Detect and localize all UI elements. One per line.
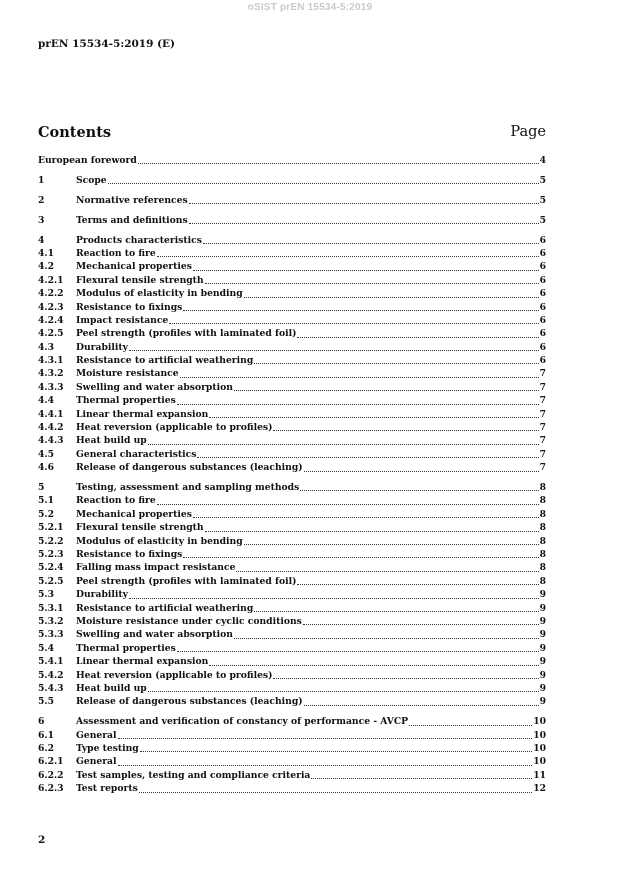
toc-entry-number: 5.2.4 (38, 562, 64, 574)
toc-entry-number: 5.3.3 (38, 629, 64, 641)
toc-dot-leader (304, 463, 539, 472)
toc-entry-number: 6.2.1 (38, 756, 64, 768)
toc-dot-leader (197, 449, 538, 458)
toc-entry-title: Flexural tensile strength (76, 522, 204, 534)
toc-entry-title: Scope (76, 174, 107, 186)
toc-entry-title: Modulus of elasticity in bending (76, 535, 243, 547)
toc-dot-leader (244, 536, 539, 545)
toc-entry-page: 10 (533, 756, 546, 768)
toc-entry[interactable] (38, 301, 546, 314)
toc-entry-page: 8 (539, 535, 546, 547)
toc-entry[interactable] (38, 367, 546, 380)
toc-dot-leader (148, 436, 539, 445)
toc-entry-number: 5.2.3 (38, 549, 64, 561)
toc-entry-title: Test samples, testing and compliance criteria (76, 769, 311, 781)
contents-heading: Contents (38, 124, 112, 141)
toc-dot-leader (234, 382, 539, 391)
toc-entry[interactable] (38, 742, 546, 755)
toc-dot-leader (189, 215, 539, 224)
toc-dot-leader (157, 248, 539, 257)
document-id: prEN 15534-5:2019 (E) (38, 38, 176, 50)
toc-entry-number: 5.2.2 (38, 535, 64, 547)
toc-entry[interactable] (38, 575, 546, 588)
toc-entry-title: Linear thermal expansion (76, 408, 209, 420)
toc-entry-number: 5.2 (38, 508, 54, 520)
toc-entry-page: 6 (539, 355, 546, 367)
toc-entry-title: Assessment and verification of constancy of performance - AVCP (76, 716, 409, 728)
toc-entry-title: Mechanical properties (76, 261, 192, 273)
toc-entry[interactable] (38, 494, 546, 507)
toc-dot-leader (303, 616, 539, 625)
toc-entry[interactable] (38, 535, 546, 548)
toc-entry[interactable] (38, 421, 546, 434)
toc-entry-page: 8 (539, 562, 546, 574)
toc-entry[interactable] (38, 274, 546, 287)
toc-entry[interactable] (38, 628, 546, 641)
toc-entry-page: 4 (539, 155, 546, 166)
toc-entry-number: 4.2.3 (38, 301, 64, 313)
toc-entry[interactable] (38, 448, 546, 461)
toc-entry-title: Products characteristics (76, 234, 202, 246)
toc-entry-title: Moisture resistance under cyclic conditions (76, 616, 302, 627)
toc-entry-title: Heat build up (76, 435, 147, 447)
toc-entry-number: 4.3.3 (38, 381, 64, 393)
toc-entry-number: 5.4 (38, 642, 54, 654)
toc-entry[interactable] (38, 655, 546, 668)
toc-entry-page: 9 (539, 682, 546, 694)
toc-entry-page: 8 (539, 522, 546, 534)
toc-entry-title: Durability (76, 589, 128, 601)
toc-entry-page: 9 (539, 656, 546, 668)
toc-dot-leader (140, 743, 532, 752)
toc-dot-leader (273, 670, 538, 679)
toc-entry-title: Swelling and water absorption (76, 629, 233, 641)
toc-entry[interactable] (38, 548, 546, 561)
toc-entry-number: 4.4.1 (38, 408, 64, 420)
toc-entry-title: General characteristics (76, 448, 197, 460)
toc-entry-number: 5.5 (38, 696, 54, 708)
toc-entry-title: Type testing (76, 743, 139, 755)
toc-entry-number: 5.3.2 (38, 616, 64, 627)
toc-entry-title: Heat reversion (applicable to profiles) (76, 422, 273, 434)
toc-entry-title: General (76, 729, 117, 741)
toc-entry-title: Test reports (76, 783, 138, 795)
toc-entry[interactable] (38, 174, 546, 187)
toc-entry-title: Moisture resistance (76, 368, 179, 380)
toc-entry-page: 6 (539, 328, 546, 340)
toc-entry-title: Peel strength (profiles with laminated foil) (76, 575, 297, 587)
toc-entry-title: Release of dangerous substances (leaching) (76, 696, 303, 708)
toc-entry[interactable] (38, 154, 546, 167)
toc-entry-title: Reaction to fire (76, 247, 156, 259)
toc-entry-title: Resistance to artificial weathering (76, 355, 254, 367)
toc-entry[interactable] (38, 602, 546, 615)
toc-entry[interactable] (38, 434, 546, 447)
toc-entry[interactable] (38, 715, 546, 728)
toc-entry-number: 6 (38, 716, 45, 728)
toc-entry-page: 9 (539, 696, 546, 708)
toc-entry-page: 6 (539, 341, 546, 353)
toc-entry-page: 7 (539, 462, 546, 474)
toc-entry-page: 11 (533, 769, 546, 781)
toc-entry-page: 12 (533, 783, 546, 795)
toc-entry-number: 4.5 (38, 448, 54, 460)
toc-dot-leader (189, 195, 539, 204)
toc-entry-number: 4 (38, 234, 45, 246)
toc-dot-leader (297, 576, 538, 585)
watermark: oSIST prEN 15534-5:2019 (247, 2, 373, 13)
toc-entry[interactable] (38, 669, 546, 682)
toc-entry-page: 6 (539, 314, 546, 326)
toc-entry-page: 6 (539, 288, 546, 300)
toc-entry[interactable] (38, 588, 546, 601)
toc-dot-leader (180, 369, 539, 378)
toc-entry-number: 4.3.1 (38, 355, 64, 367)
toc-entry-title: Swelling and water absorption (76, 381, 233, 393)
toc-entry-page: 10 (533, 743, 546, 755)
toc-entry-title: Resistance to fixings (76, 549, 183, 561)
toc-dot-leader (273, 422, 538, 431)
toc-entry-number: 3 (38, 214, 45, 226)
toc-entry-title: Flexural tensile strength (76, 274, 204, 286)
toc-entry-number: 4.2.1 (38, 274, 64, 286)
toc-entry[interactable] (38, 508, 546, 521)
table-of-contents (38, 154, 546, 796)
toc-entry[interactable] (38, 394, 546, 407)
toc-dot-leader (138, 155, 539, 164)
toc-dot-leader (118, 757, 533, 766)
toc-entry-page: 7 (539, 435, 546, 447)
toc-entry-number: 4.4 (38, 395, 54, 407)
toc-entry-number: 4.3.2 (38, 368, 64, 380)
toc-entry[interactable] (38, 695, 546, 708)
toc-entry[interactable] (38, 287, 546, 300)
toc-entry-number: 4.4.2 (38, 422, 64, 434)
toc-dot-leader (254, 603, 538, 612)
toc-entry-title: General (76, 756, 117, 768)
toc-entry-page: 8 (539, 482, 546, 494)
toc-dot-leader (129, 590, 539, 599)
toc-entry[interactable] (38, 341, 546, 354)
toc-entry-page: 7 (539, 368, 546, 380)
toc-entry-page: 9 (539, 642, 546, 654)
toc-entry-page: 7 (539, 395, 546, 407)
toc-dot-leader (244, 289, 539, 298)
toc-dot-leader (254, 355, 538, 364)
toc-entry-number: 4.1 (38, 247, 54, 259)
toc-entry[interactable] (38, 408, 546, 421)
toc-entry-title: Testing, assessment and sampling methods (76, 482, 300, 494)
toc-dot-leader (205, 523, 539, 532)
toc-entry-title: Thermal properties (76, 395, 176, 407)
toc-entry-title: Resistance to fixings (76, 301, 183, 313)
toc-entry-page: 9 (539, 629, 546, 641)
toc-entry-number: 5.2.1 (38, 522, 64, 534)
toc-entry-title: Resistance to artificial weathering (76, 602, 254, 614)
toc-entry[interactable] (38, 481, 546, 494)
toc-entry-number: 4.4.3 (38, 435, 64, 447)
toc-entry[interactable] (38, 782, 546, 795)
toc-entry-title: Linear thermal expansion (76, 656, 209, 668)
toc-entry-number: 6.1 (38, 729, 54, 741)
toc-entry-number: 6.2.3 (38, 783, 64, 795)
toc-entry-number: 4.2 (38, 261, 54, 273)
toc-entry[interactable] (38, 214, 546, 227)
toc-entry[interactable] (38, 234, 546, 247)
toc-entry[interactable] (38, 642, 546, 655)
toc-entry-title: Thermal properties (76, 642, 176, 654)
toc-entry-page: 7 (539, 448, 546, 460)
toc-entry-number: 5.1 (38, 495, 54, 507)
toc-entry-number: 5.2.5 (38, 575, 64, 587)
toc-entry-number: 1 (38, 174, 45, 186)
toc-entry-number: 5.3.1 (38, 602, 64, 614)
toc-entry-page: 10 (533, 729, 546, 741)
toc-dot-leader (193, 262, 539, 271)
toc-dot-leader (177, 643, 539, 652)
toc-dot-leader (183, 549, 538, 558)
toc-entry-page: 5 (539, 174, 546, 186)
toc-dot-leader (209, 409, 538, 418)
toc-entry[interactable] (38, 354, 546, 367)
toc-entry[interactable] (38, 729, 546, 742)
toc-entry-title: Terms and definitions (76, 214, 188, 226)
toc-dot-leader (177, 396, 539, 405)
toc-entry-page: 7 (539, 381, 546, 393)
toc-entry-number: 4.2.5 (38, 328, 64, 340)
toc-dot-leader (193, 509, 539, 518)
toc-dot-leader (157, 496, 539, 505)
toc-entry-page: 10 (533, 716, 546, 728)
toc-entry-number: 4.2.2 (38, 288, 64, 300)
toc-dot-leader (304, 697, 539, 706)
toc-entry-page: 9 (539, 602, 546, 614)
toc-entry-number: 5.4.2 (38, 669, 64, 681)
toc-entry-number: 6.2 (38, 743, 54, 755)
toc-entry-title: Normative references (76, 194, 188, 206)
toc-entry-page: 6 (539, 247, 546, 259)
toc-entry-page: 9 (539, 616, 546, 627)
toc-entry-title: Impact resistance (76, 314, 169, 326)
toc-dot-leader (118, 730, 533, 739)
toc-entry[interactable] (38, 755, 546, 768)
toc-entry-number: 4.2.4 (38, 314, 64, 326)
toc-entry[interactable] (38, 381, 546, 394)
toc-entry-number: 6.2.2 (38, 769, 64, 781)
toc-entry[interactable] (38, 521, 546, 534)
toc-entry[interactable] (38, 247, 546, 260)
toc-dot-leader (183, 302, 538, 311)
toc-dot-leader (203, 235, 539, 244)
toc-dot-leader (139, 784, 532, 793)
toc-entry[interactable] (38, 327, 546, 340)
toc-entry[interactable] (38, 561, 546, 574)
toc-entry[interactable] (38, 615, 546, 628)
toc-entry-title: Falling mass impact resistance (76, 562, 236, 574)
toc-entry-number: European foreword (38, 155, 137, 166)
toc-dot-leader (409, 717, 532, 726)
toc-entry-page: 6 (539, 261, 546, 273)
toc-entry[interactable] (38, 314, 546, 327)
toc-entry[interactable] (38, 260, 546, 273)
toc-entry-number: 5.4.1 (38, 656, 64, 668)
toc-dot-leader (129, 342, 539, 351)
toc-entry-page: 8 (539, 549, 546, 561)
toc-entry-page: 6 (539, 274, 546, 286)
toc-entry[interactable] (38, 194, 546, 207)
toc-dot-leader (300, 482, 538, 491)
toc-entry-title: Durability (76, 341, 128, 353)
toc-dot-leader (297, 329, 538, 338)
toc-entry-number: 5.3 (38, 589, 54, 601)
toc-entry-title: Release of dangerous substances (leaching) (76, 462, 303, 474)
toc-entry-number: 5 (38, 482, 45, 494)
toc-entry-page: 7 (539, 422, 546, 434)
toc-entry-page: 8 (539, 495, 546, 507)
toc-entry-number: 2 (38, 194, 45, 206)
toc-entry-title: Modulus of elasticity in bending (76, 288, 243, 300)
toc-entry-page: 7 (539, 408, 546, 420)
page-column-heading: Page (510, 124, 546, 140)
toc-dot-leader (108, 175, 539, 184)
toc-entry-page: 5 (539, 194, 546, 206)
toc-dot-leader (311, 770, 532, 779)
toc-entry-page: 8 (539, 575, 546, 587)
toc-entry-page: 9 (539, 669, 546, 681)
toc-dot-leader (236, 563, 538, 572)
toc-dot-leader (148, 683, 539, 692)
toc-entry-page: 8 (539, 508, 546, 520)
toc-entry-title: Reaction to fire (76, 495, 156, 507)
toc-entry-page: 5 (539, 214, 546, 226)
toc-entry-title: Heat reversion (applicable to profiles) (76, 669, 273, 681)
toc-dot-leader (209, 657, 538, 666)
toc-entry-number: 4.3 (38, 341, 54, 353)
toc-entry-title: Heat build up (76, 682, 147, 694)
page-number: 2 (38, 834, 46, 846)
toc-entry-page: 6 (539, 301, 546, 313)
toc-entry-title: Mechanical properties (76, 508, 192, 520)
toc-entry-number: 4.6 (38, 462, 54, 474)
toc-dot-leader (234, 630, 539, 639)
toc-dot-leader (205, 275, 539, 284)
toc-entry-page: 9 (539, 589, 546, 601)
toc-entry[interactable] (38, 461, 546, 474)
toc-entry-page: 6 (539, 234, 546, 246)
toc-entry-number: 5.4.3 (38, 682, 64, 694)
toc-dot-leader (169, 315, 538, 324)
toc-entry[interactable] (38, 769, 546, 782)
toc-entry[interactable] (38, 682, 546, 695)
toc-entry-title: Peel strength (profiles with laminated foil) (76, 328, 297, 340)
